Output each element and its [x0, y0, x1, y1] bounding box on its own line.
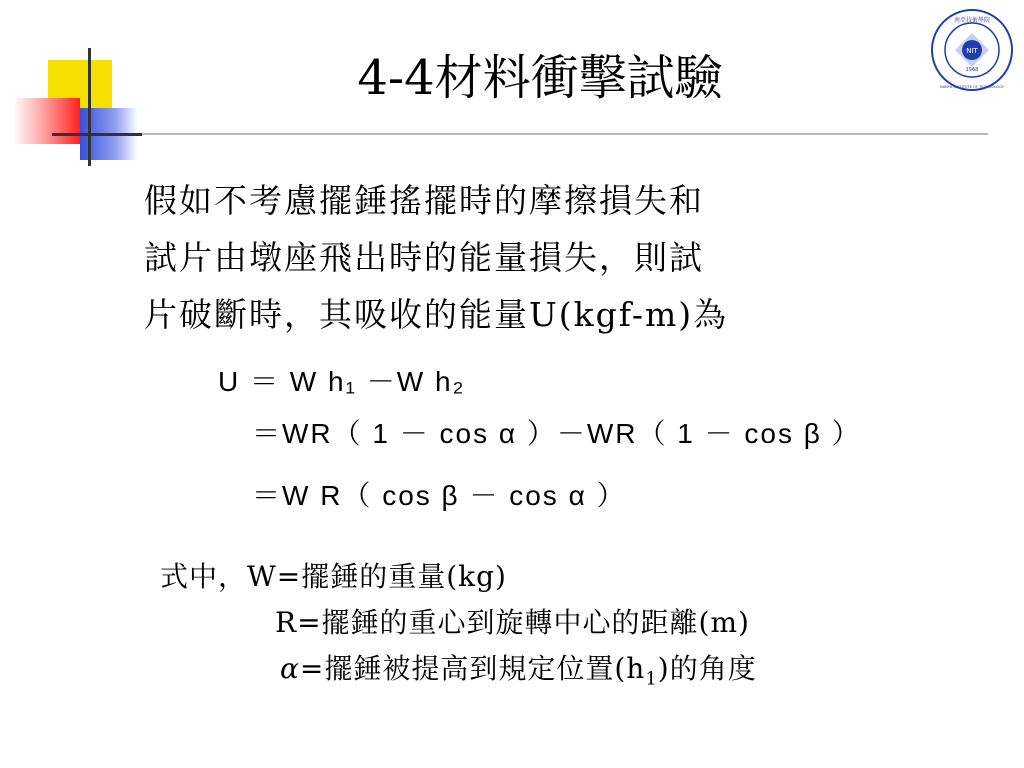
institute-seal-icon: [930, 8, 1014, 92]
alpha-symbol: α: [280, 652, 300, 685]
logo-top-text: 南亞技術學院: [953, 17, 991, 24]
decor-red-square: [14, 98, 80, 144]
title-divider-accent: [52, 133, 142, 136]
paragraph-line-2: 試片由墩座飛出時的能量損失，則試: [144, 238, 704, 277]
title-divider: [52, 133, 988, 135]
decor-vertical-line: [88, 48, 91, 166]
logo-year: 1968: [965, 67, 979, 73]
legend-alpha-text-b: )的角度: [657, 652, 757, 685]
slide-title: 4-4材料衝擊試驗: [357, 50, 723, 106]
logo-center-text: NIT: [966, 47, 978, 55]
equation-line-2: ＝WR（ 1 － cos α ）－WR（ 1 － cos β ）: [252, 418, 862, 449]
logo-bottom-text: NANYA INSTITUTE OF TECHNOLOGY: [940, 85, 1004, 89]
paragraph-line-1: 假如不考慮擺錘搖擺時的摩擦損失和: [144, 181, 704, 220]
legend-line-alpha: [160, 646, 757, 703]
equation-line-3: ＝W R（ cos β － cos α ）: [252, 480, 627, 511]
paragraph-line-3: 片破斷時，其吸收的能量U(kgf-m)為: [144, 295, 729, 334]
legend-line-w: 式中，W=擺錘的重量(kg): [160, 560, 507, 593]
equation-line-1: U ＝ W h₁ －W h₂: [218, 366, 466, 397]
legend-alpha-subscript: 1: [645, 668, 658, 690]
description-paragraph: [144, 172, 884, 343]
legend-alpha-text-a: =擺錘被提高到規定位置(h: [299, 652, 646, 685]
legend-line-r: R=擺錘的重心到旋轉中心的距離(m): [275, 606, 750, 639]
variable-legend: [160, 554, 757, 703]
